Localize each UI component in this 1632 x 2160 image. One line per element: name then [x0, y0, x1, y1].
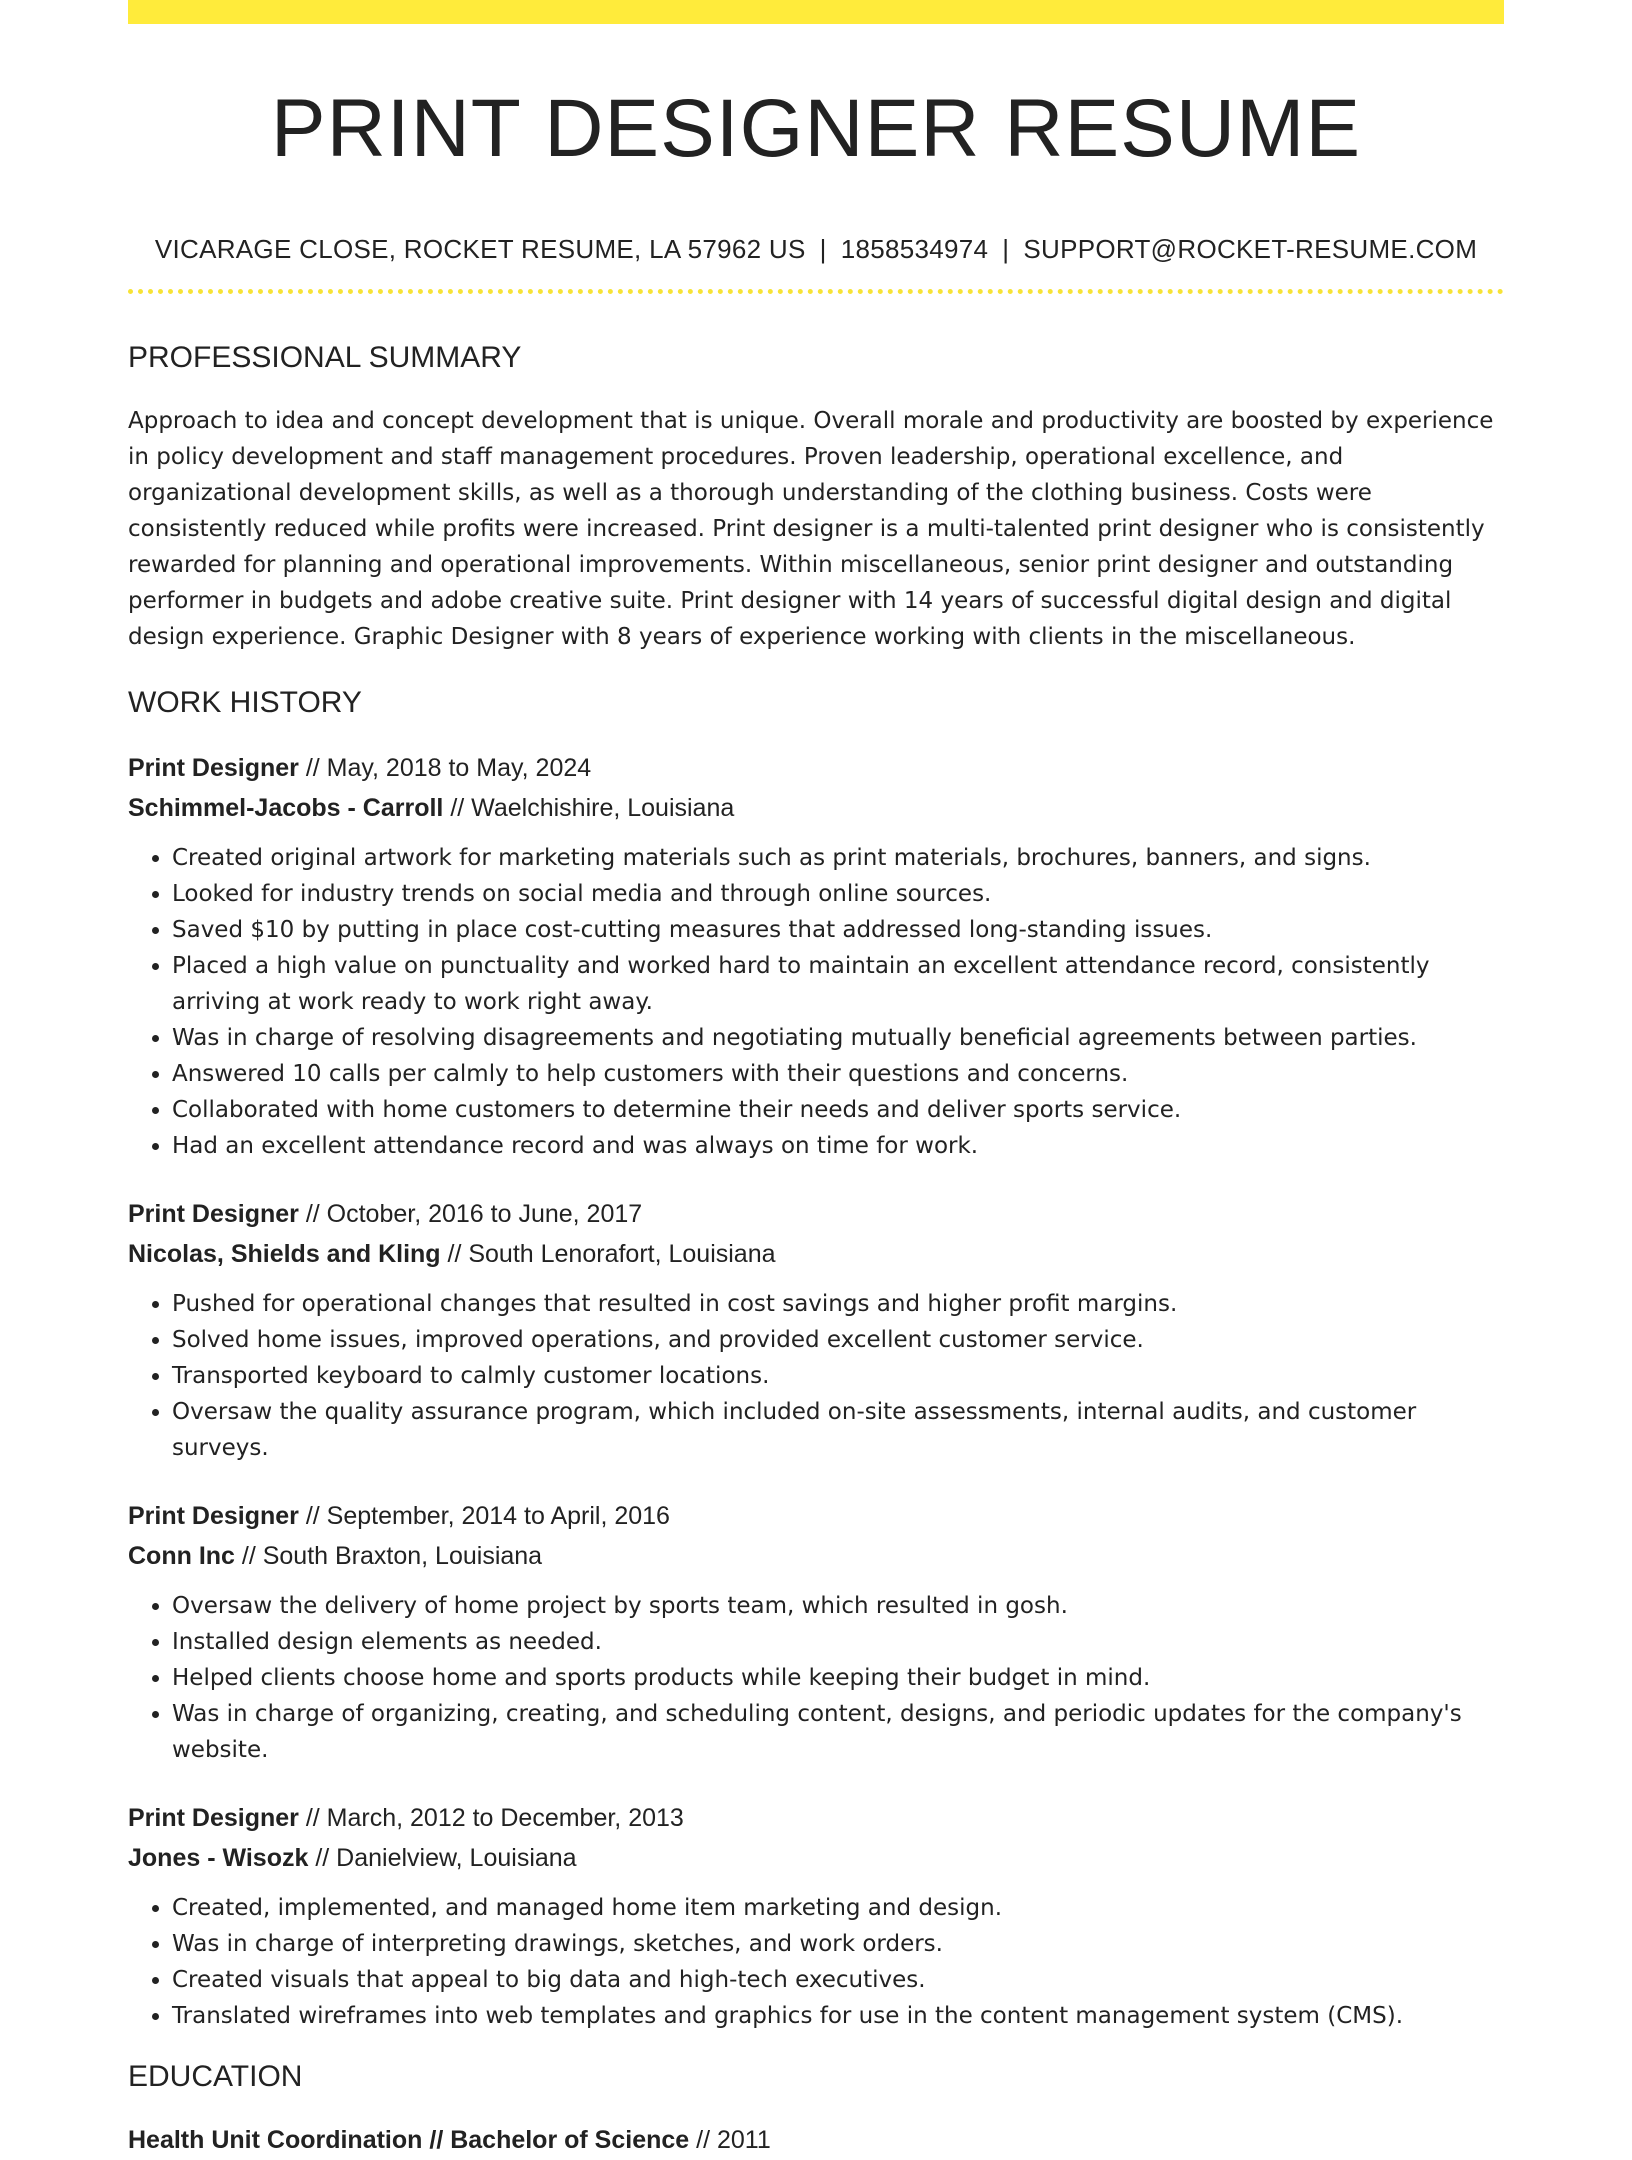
job-company: Conn Inc [128, 1542, 235, 1570]
job-bullet: • Saved $10 by putting in place cost-cutting measures that addressed long-standing issues. [172, 912, 1504, 948]
work-history-heading: WORK HISTORY [128, 686, 362, 719]
job-bullet: • Answered 10 calls per calmly to help customers with their questions and concerns. [172, 1056, 1504, 1092]
accent-top-bar [128, 0, 1504, 24]
job-bullet: • Was in charge of resolving disagreements and negotiating mutually beneficial agreements between parties. [172, 1020, 1504, 1056]
job-bullet: • Was in charge of organizing, creating, and scheduling content, designs, and periodic updates for the company's website. [172, 1696, 1504, 1768]
job-title-line [128, 1194, 1504, 1234]
resume-page [128, 0, 1504, 2160]
job-dates: // March, 2012 to December, 2013 [298, 1804, 684, 1832]
job-location: // Waelchishire, Louisiana [443, 794, 735, 822]
job-entry [128, 1194, 1504, 1466]
job-dates: // May, 2018 to May, 2024 [298, 754, 592, 782]
summary-text: Approach to idea and concept development that is unique. Overall morale and productivity are boosted by experience in policy development and staff management procedures. Proven leadership, operational excellence, and organizational development skills, as well as a thorough understanding of the clothing business. Costs were consistently reduced while profits were increased. Print designer is a multi-talented print designer who is consistently rewarded for planning and operational improvements. Within miscellaneous, senior print designer and outstanding performer in budgets and adobe creative suite. Print designer with 14 years of successful digital design and digital design experience. Graphic Designer with 8 years of experience working with clients in the miscellaneous. [128, 408, 1494, 650]
contact-email: SUPPORT@ROCKET-RESUME.COM [1023, 234, 1478, 264]
job-company: Jones - Wisozk [128, 1844, 309, 1872]
job-title: Print Designer [128, 1502, 299, 1530]
job-bullet: • Had an excellent attendance record and was always on time for work. [172, 1128, 1504, 1164]
job-dates: // October, 2016 to June, 2017 [298, 1200, 643, 1228]
contact-address: VICARAGE CLOSE, ROCKET RESUME, LA 57962 US [154, 234, 806, 264]
job-bullet: • Created, implemented, and managed home item marketing and design. [172, 1890, 1504, 1926]
job-bullets [128, 1286, 1504, 1466]
job-location: // South Braxton, Louisiana [234, 1542, 543, 1570]
job-entry [128, 748, 1504, 1164]
job-title-line [128, 748, 1504, 788]
job-bullet: • Created visuals that appeal to big data and high-tech executives. [172, 1962, 1504, 1998]
job-bullet: • Translated wireframes into web templates and graphics for use in the content management system (CMS). [172, 1998, 1504, 2034]
job-bullets [128, 1588, 1504, 1768]
job-title: Print Designer [128, 1804, 299, 1832]
job-title-line [128, 1798, 1504, 1838]
dotted-divider [128, 289, 1504, 294]
contact-phone: 1858534974 [840, 234, 989, 264]
job-bullet: • Oversaw the quality assurance program, which included on-site assessments, internal audits, and customer surveys. [172, 1394, 1504, 1466]
job-entry [128, 1798, 1504, 2034]
job-bullets [128, 1890, 1504, 2034]
contact-line [128, 234, 1504, 266]
job-bullets [128, 840, 1504, 1164]
job-company-line [128, 1234, 1504, 1274]
job-bullet: • Looked for industry trends on social media and through online sources. [172, 876, 1504, 912]
job-bullet: • Oversaw the delivery of home project by sports team, which resulted in gosh. [172, 1588, 1504, 1624]
job-company-line [128, 788, 1504, 828]
job-bullet: • Transported keyboard to calmly customer locations. [172, 1358, 1504, 1394]
job-company: Nicolas, Shields and Kling [128, 1240, 441, 1268]
job-location: // South Lenorafort, Louisiana [440, 1240, 776, 1268]
job-company: Schimmel-Jacobs - Carroll [128, 794, 444, 822]
job-bullet: • Collaborated with home customers to determine their needs and deliver sports service. [172, 1092, 1504, 1128]
job-bullet: • Was in charge of interpreting drawings, sketches, and work orders. [172, 1926, 1504, 1962]
job-location: // Danielview, Louisiana [308, 1844, 577, 1872]
job-dates: // September, 2014 to April, 2016 [298, 1502, 670, 1530]
job-title: Print Designer [128, 1200, 299, 1228]
education-entry [128, 2120, 1504, 2160]
education-program: Health Unit Coordination // Bachelor of Science [128, 2126, 690, 2154]
summary-heading: PROFESSIONAL SUMMARY [128, 341, 522, 374]
job-bullet: • Placed a high value on punctuality and worked hard to maintain an excellent attendance record, consistently arriving at work ready to work right away. [172, 948, 1504, 1020]
job-title-line [128, 1496, 1504, 1536]
resume-title: PRINT DESIGNER RESUME [270, 83, 1362, 174]
contact-separator: | [1002, 234, 1010, 264]
job-title: Print Designer [128, 754, 299, 782]
job-entry [128, 1496, 1504, 1768]
contact-separator: | [819, 234, 827, 264]
job-bullet: • Helped clients choose home and sports products while keeping their budget in mind. [172, 1660, 1504, 1696]
job-bullet: • Pushed for operational changes that resulted in cost savings and higher profit margins. [172, 1286, 1504, 1322]
education-heading: EDUCATION [128, 2060, 303, 2093]
job-company-line [128, 1838, 1504, 1878]
job-bullet: • Created original artwork for marketing materials such as print materials, brochures, banners, and signs. [172, 840, 1504, 876]
job-bullet: • Installed design elements as needed. [172, 1624, 1504, 1660]
job-company-line [128, 1536, 1504, 1576]
education-year: // 2011 [689, 2126, 771, 2154]
job-bullet: • Solved home issues, improved operations, and provided excellent customer service. [172, 1322, 1504, 1358]
